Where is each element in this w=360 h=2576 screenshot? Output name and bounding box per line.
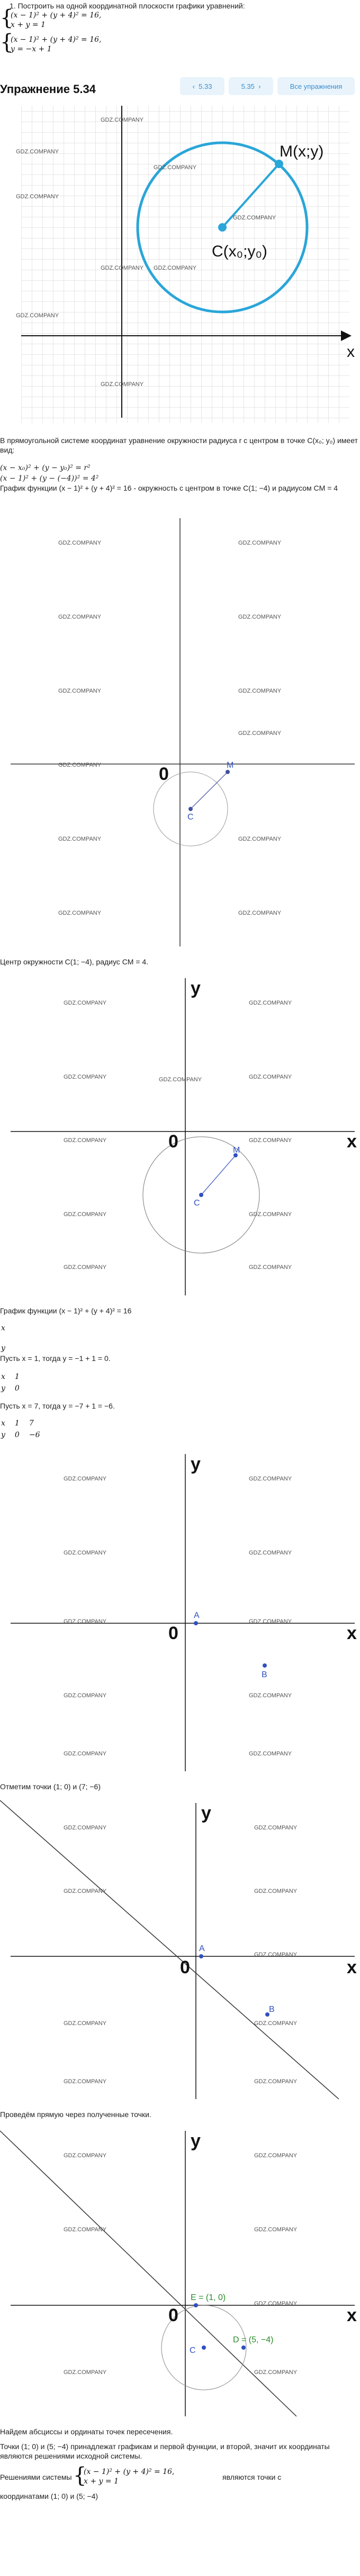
watermark-text: GDZ.COMPANY bbox=[254, 2227, 298, 2233]
watermark-text: GDZ.COMPANY bbox=[233, 215, 276, 221]
watermark-text: GDZ.COMPANY bbox=[249, 1751, 292, 1757]
find-intersections-text: Найдем абсциссы и ординаты точек пересечения. bbox=[0, 2427, 173, 2436]
task-eq4: y = −x + 1 bbox=[11, 45, 52, 53]
watermark-text: GDZ.COMPANY bbox=[101, 381, 144, 388]
step-x2: Пусть x = 7, тогда y = −7 + 1 = −6. bbox=[0, 1402, 115, 1410]
watermark-text: GDZ.COMPANY bbox=[254, 2020, 298, 2027]
point-e: E = (1, 0) bbox=[191, 2293, 226, 2302]
exercise-title: Упражнение 5.34 bbox=[0, 82, 96, 96]
figure-circle-axes bbox=[0, 973, 360, 1301]
table-two-points: x 1 7 y 0 −6 bbox=[1, 1419, 40, 1439]
watermark-text: GDZ.COMPANY bbox=[58, 762, 102, 768]
watermark-text: GDZ.COMPANY bbox=[238, 910, 282, 916]
chevron-left-icon: ‹ bbox=[192, 82, 199, 90]
watermark-text: GDZ.COMPANY bbox=[238, 688, 282, 694]
point-m: M bbox=[233, 1146, 240, 1155]
watermark-text: GDZ.COMPANY bbox=[249, 1000, 292, 1006]
watermark-text: GDZ.COMPANY bbox=[154, 265, 197, 271]
watermark-text: GDZ.COMPANY bbox=[254, 2078, 298, 2085]
chevron-right-icon: › bbox=[254, 82, 261, 90]
watermark-text: GDZ.COMPANY bbox=[249, 1618, 292, 1625]
watermark-text: GDZ.COMPANY bbox=[64, 1751, 107, 1757]
theory-text: В прямоугольной системе координат уравнение окружности радиуса r с центром в точке C(x₀; y₀) имеет вид: bbox=[0, 436, 358, 454]
watermark-text: GDZ.COMPANY bbox=[254, 2369, 298, 2376]
all-exercises-button[interactable]: Все упражнения bbox=[277, 77, 355, 95]
answer-eq2: x + y = 1 bbox=[84, 2477, 119, 2486]
answer-points: координатами (1; 0) и (5; −4) bbox=[0, 2492, 98, 2500]
watermark-text: GDZ.COMPANY bbox=[64, 2227, 107, 2233]
watermark-text: GDZ.COMPANY bbox=[254, 1888, 298, 1894]
origin-label: 0 bbox=[168, 1623, 178, 1643]
conclusion-text: Точки (1; 0) и (5; −4) принадлежат графикам и первой функции, и второй, значит их координаты являются решениями исходной системы. bbox=[0, 2442, 330, 2460]
watermark-text: GDZ.COMPANY bbox=[64, 2078, 107, 2085]
watermark-text: GDZ.COMPANY bbox=[238, 540, 282, 546]
table-one-point: x 1 y 0 bbox=[1, 1373, 20, 1393]
watermark-text: GDZ.COMPANY bbox=[64, 1618, 107, 1625]
watermark-text: GDZ.COMPANY bbox=[254, 1825, 298, 1831]
x-axis-label: x bbox=[347, 1957, 357, 1977]
point-b: B bbox=[262, 1670, 267, 1679]
watermark-text: GDZ.COMPANY bbox=[64, 1137, 107, 1144]
y-axis-label: y bbox=[191, 2131, 201, 2151]
watermark-text: GDZ.COMPANY bbox=[64, 1476, 107, 1482]
formula-general: (x − x₀)² + (y − y₀)² = r² bbox=[0, 464, 91, 472]
watermark-text: GDZ.COMPANY bbox=[249, 1137, 292, 1144]
answer-prefix: Решениями системы bbox=[0, 2473, 72, 2481]
center-radius-text: Центр окружности C(1; −4), радиус CM = 4. bbox=[0, 958, 149, 966]
answer-eq1: (x − 1)² + (y + 4)² = 16, bbox=[84, 2468, 175, 2476]
watermark-text: GDZ.COMPANY bbox=[64, 1000, 107, 1006]
watermark-text: GDZ.COMPANY bbox=[254, 1952, 298, 1958]
watermark-text: GDZ.COMPANY bbox=[64, 2369, 107, 2376]
origin-label: 0 bbox=[159, 764, 169, 784]
watermark-text: GDZ.COMPANY bbox=[64, 1692, 107, 1699]
figure-points bbox=[0, 1449, 360, 1777]
watermark-text: GDZ.COMPANY bbox=[249, 1692, 292, 1699]
point-c-label: C(x₀;y₀) bbox=[212, 243, 267, 260]
watermark-text: GDZ.COMPANY bbox=[64, 1888, 107, 1894]
watermark-text: GDZ.COMPANY bbox=[249, 1550, 292, 1556]
watermark-text: GDZ.COMPANY bbox=[254, 2301, 298, 2307]
point-d: D = (5, −4) bbox=[233, 2335, 274, 2344]
y-axis-label: y bbox=[201, 1803, 211, 1823]
watermark-text: GDZ.COMPANY bbox=[58, 540, 102, 546]
point-a: A bbox=[194, 1611, 200, 1620]
system-brace-2: { bbox=[0, 30, 14, 54]
answer-brace: { bbox=[73, 2463, 87, 2488]
point-c: C bbox=[190, 2346, 196, 2355]
origin-label: 0 bbox=[168, 2305, 178, 2325]
task-eq2: x + y = 1 bbox=[11, 21, 46, 29]
x-axis-label: x bbox=[347, 2305, 357, 2325]
watermark-text: GDZ.COMPANY bbox=[58, 910, 102, 916]
task-statement: 1. Построить на одной координатной плоскости графики уравнений: bbox=[10, 2, 245, 10]
step-x1: Пусть x = 1, тогда y = −1 + 1 = 0. bbox=[0, 1354, 111, 1363]
watermark-text: GDZ.COMPANY bbox=[58, 836, 102, 842]
graph-description: График функции (x − 1)² + (y + 4)² = 16 - окружность с центром в точке C(1; −4) и радиусом CM = 4 bbox=[0, 484, 338, 492]
watermark-text: GDZ.COMPANY bbox=[159, 1077, 202, 1083]
origin-label: 0 bbox=[180, 1957, 190, 1977]
watermark-text: GDZ.COMPANY bbox=[64, 1825, 107, 1831]
figure-circle-grid bbox=[0, 100, 360, 428]
watermark-text: GDZ.COMPANY bbox=[16, 194, 59, 200]
answer-suffix: являются точки с bbox=[222, 2473, 282, 2481]
x-axis-label: x bbox=[347, 1623, 357, 1643]
figure-intersection bbox=[0, 2126, 360, 2422]
watermark-text: GDZ.COMPANY bbox=[64, 1550, 107, 1556]
watermark-text: GDZ.COMPANY bbox=[249, 1476, 292, 1482]
prev-exercise-button[interactable]: ‹ 5.33 bbox=[180, 77, 224, 95]
watermark-text: GDZ.COMPANY bbox=[238, 614, 282, 620]
watermark-text: GDZ.COMPANY bbox=[16, 312, 59, 319]
table-empty: x y bbox=[1, 1324, 5, 1353]
watermark-text: GDZ.COMPANY bbox=[101, 265, 144, 271]
watermark-text: GDZ.COMPANY bbox=[64, 2152, 107, 2159]
point-c: C bbox=[187, 813, 194, 822]
point-m: M bbox=[227, 761, 234, 770]
figure-line bbox=[0, 1798, 360, 2104]
watermark-text: GDZ.COMPANY bbox=[249, 1074, 292, 1080]
origin-label: 0 bbox=[168, 1131, 178, 1152]
watermark-text: GDZ.COMPANY bbox=[58, 614, 102, 620]
task-eq1: (x − 1)² + (y + 4)² = 16, bbox=[11, 11, 102, 20]
point-b: B bbox=[269, 2005, 275, 2014]
figure-circle-small bbox=[0, 513, 360, 952]
y-axis-label: y bbox=[191, 1454, 201, 1474]
watermark-text: GDZ.COMPANY bbox=[64, 2020, 107, 2027]
watermark-text: GDZ.COMPANY bbox=[16, 149, 59, 155]
x-axis-label: x bbox=[347, 343, 355, 361]
watermark-text: GDZ.COMPANY bbox=[64, 1074, 107, 1080]
task-eq3: (x − 1)² + (y + 4)² = 16, bbox=[11, 35, 102, 44]
watermark-text: GDZ.COMPANY bbox=[154, 164, 197, 171]
watermark-text: GDZ.COMPANY bbox=[101, 117, 144, 123]
mark-points-text: Отметим точки (1; 0) и (7; −6) bbox=[0, 1782, 101, 1791]
x-axis-label: x bbox=[347, 1131, 357, 1152]
watermark-text: GDZ.COMPANY bbox=[64, 1211, 107, 1218]
watermark-text: GDZ.COMPANY bbox=[58, 688, 102, 694]
y-axis-label: y bbox=[191, 978, 201, 998]
formula-specific: (x − 1)² + (y − (−4))² = 4² bbox=[0, 474, 99, 483]
system-brace: { bbox=[0, 6, 14, 30]
watermark-text: GDZ.COMPANY bbox=[249, 1264, 292, 1271]
watermark-text: GDZ.COMPANY bbox=[238, 836, 282, 842]
watermark-text: GDZ.COMPANY bbox=[249, 1211, 292, 1218]
watermark-text: GDZ.COMPANY bbox=[238, 730, 282, 737]
point-m-label: M(x;y) bbox=[280, 143, 324, 160]
next-exercise-button[interactable]: 5.35 › bbox=[229, 77, 273, 95]
watermark-text: GDZ.COMPANY bbox=[254, 2152, 298, 2159]
draw-line-text: Проведём прямую через полученные точки. bbox=[0, 2110, 151, 2119]
watermark-text: GDZ.COMPANY bbox=[64, 1264, 107, 1271]
point-a: A bbox=[199, 1944, 205, 1953]
point-c: C bbox=[194, 1199, 200, 1208]
line-title: График функции (x − 1)² + (y + 4)² = 16 bbox=[0, 1307, 132, 1315]
